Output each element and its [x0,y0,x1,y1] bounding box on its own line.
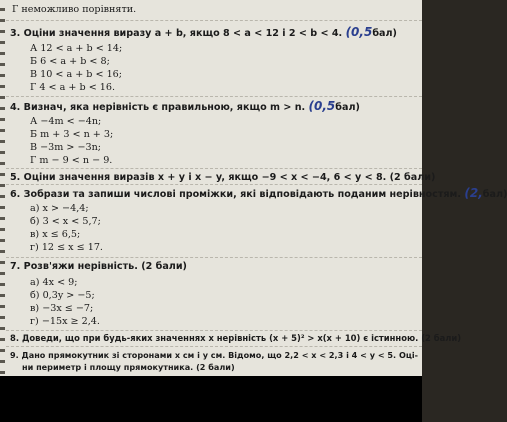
question-6-tail: бал) [482,189,507,200]
divider [6,20,422,21]
question-6 [10,187,507,201]
question-4-option-c: В −3m > −3n; [30,142,102,153]
question-9-line-1: Дано прямокутник зі сторонами x см і y см. Відомо, що 2,2 < x < 2,3 і 4 < y < 5. Оці- [21,350,418,360]
question-6-handwritten-mark: (2, [464,186,483,200]
question-3-tail: бал) [372,28,397,39]
question-4-option-b: Б m + 3 < n + 3; [30,129,114,140]
question-8-number: 8. [10,333,20,343]
question-3-text: Оціни значення виразу a + b, якщо 8 < a < 12 і 2 < b < 4. [23,28,343,39]
divider [6,184,422,185]
question-4-option-d: Г m − 9 < n − 9. [30,155,113,166]
question-5-number: 5. [10,172,21,183]
divider [6,257,422,258]
previous-option: Г неможливо порівняти. [12,4,137,15]
question-9-line-2: ни периметр і площу прямокутника. (2 бали) [22,362,235,372]
dark-background [0,376,422,422]
question-7-option-c: в) −3x ≤ −7; [30,303,94,314]
question-7 [10,261,187,273]
question-4-number: 4. [10,102,21,113]
question-5 [10,172,435,184]
question-6-option-a: а) x > −4,4; [30,203,89,214]
question-8-text: Доведи, що при будь-яких значеннях x нерівність (x + 5)² > x(x + 10) є істинною. (2 бали) [21,333,462,343]
divider [6,330,422,331]
divider [6,168,422,169]
question-3-option-c: В 10 < a + b < 16; [30,69,123,80]
question-3-option-a: А 12 < a + b < 14; [30,43,123,54]
question-4 [10,100,360,114]
question-7-number: 7. [10,261,21,272]
question-8 [10,332,461,344]
question-3 [10,26,397,40]
notebook-holes [0,0,5,376]
question-9-number: 9. [10,350,19,360]
question-4-tail: бал) [335,102,360,113]
question-3-option-d: Г 4 < a + b < 16. [30,82,116,93]
question-4-text: Визнач, яка нерівність є правильною, якщо m > n. [23,102,306,113]
question-7-option-b: б) 0,3y > −5; [30,290,95,301]
question-6-option-b: б) 3 < x < 5,7; [30,216,101,227]
divider [6,96,422,97]
question-5-text: Оціни значення виразів x + y і x − y, якщо −9 < x < −4, 6 < y < 8. (2 бали) [23,172,436,183]
question-3-option-b: Б 6 < a + b < 8; [30,56,110,67]
question-6-number: 6. [10,189,21,200]
question-6-text: Зобрази та запиши числові проміжки, які відповідають поданим нерівностям. [23,189,462,200]
question-7-option-d: г) −15x ≥ 2,4. [30,316,100,327]
question-4-handwritten-mark: (0,5 [308,99,336,113]
question-3-number: 3. [10,28,21,39]
divider [6,346,422,347]
question-7-option-a: а) 4x < 9; [30,277,78,288]
question-6-option-c: в) x ≤ 6,5; [30,229,81,240]
question-9 [10,349,418,361]
question-4-option-a: А −4m < −4n; [30,116,102,127]
question-6-option-d: г) 12 ≤ x ≤ 17. [30,242,103,253]
question-7-text: Розв'яжи нерівність. (2 бали) [23,261,187,272]
question-3-handwritten-mark: (0,5 [345,25,373,39]
